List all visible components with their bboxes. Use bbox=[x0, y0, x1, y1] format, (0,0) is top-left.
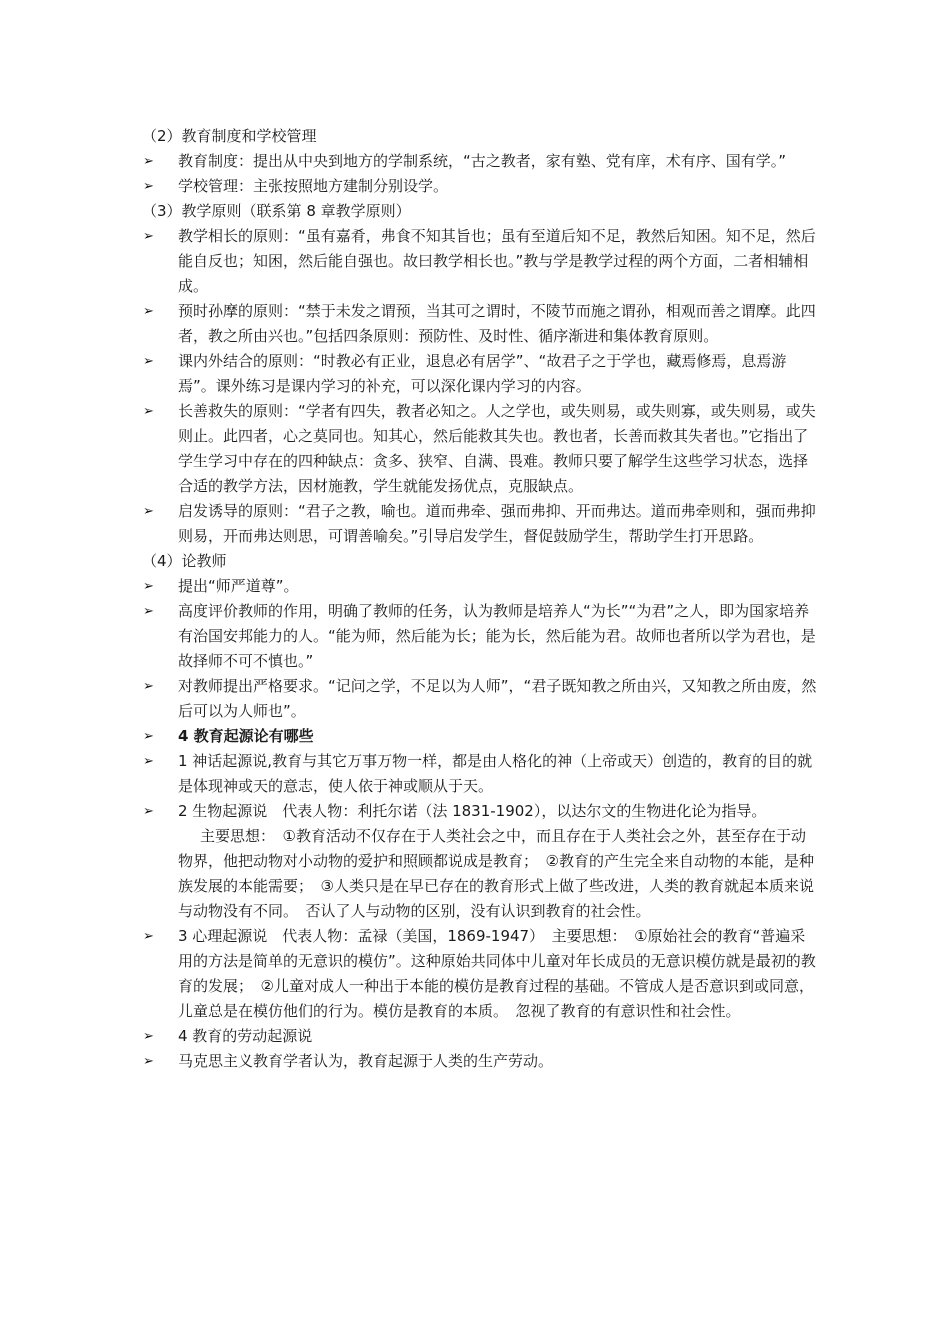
bullet-item bbox=[140, 1049, 820, 1074]
bullet-item bbox=[140, 224, 820, 299]
bullet-text: 4 教育起源论有哪些 bbox=[178, 727, 314, 745]
continuation-paragraph bbox=[140, 824, 820, 924]
bullet-text: 提出“师严道尊”。 bbox=[178, 577, 299, 595]
bullet-text: 对教师提出严格要求。“记问之学，不足以为人师”，“君子既知教之所由兴，又知教之所由废，然后可以为人师也”。 bbox=[178, 677, 817, 720]
bullet-item bbox=[140, 149, 820, 174]
arrow-bullet-icon: ➢ bbox=[143, 679, 154, 694]
bullet-text: 4 教育的劳动起源说 bbox=[178, 1027, 313, 1045]
arrow-bullet-icon: ➢ bbox=[143, 804, 154, 819]
bullet-item bbox=[140, 1024, 820, 1049]
bullet-text: 3 心理起源说 代表人物：孟禄（美国，1869-1947） 主要思想： ①原始社会的教育“普遍采用的方法是简单的无意识的模仿”。这种原始共同体中儿童对年长成员的无意识模仿就是最初的教育的发展； ②儿童对成人一种出于本能的模仿是教育过程的基础。不管成人是否意识到或同意，儿童总是在模仿他们的行为。模仿是教育的本质。 忽视了教育的有意识性和社会性。 bbox=[178, 927, 816, 1020]
arrow-bullet-icon: ➢ bbox=[143, 1054, 154, 1069]
bullet-text: 启发诱导的原则：“君子之教，喻也。道而弗牵、强而弗抑、开而弗达。道而弗牵则和，强而弗抑则易，开而弗达则思，可谓善喻矣。”引导启发学生，督促鼓励学生，帮助学生打开思路。 bbox=[178, 502, 816, 545]
bullet-item bbox=[140, 674, 820, 724]
arrow-bullet-icon: ➢ bbox=[143, 1029, 154, 1044]
arrow-bullet-icon: ➢ bbox=[143, 154, 154, 169]
bullet-item bbox=[140, 174, 820, 199]
arrow-bullet-icon: ➢ bbox=[143, 304, 154, 319]
bullet-text: 2 生物起源说 代表人物：利托尔诺（法 1831-1902），以达尔文的生物进化论为指导。 bbox=[178, 802, 767, 820]
bullet-item bbox=[140, 799, 820, 824]
arrow-bullet-icon: ➢ bbox=[143, 579, 154, 594]
bullet-text: 长善救失的原则：“学者有四失，教者必知之。人之学也，或失则易，或失则寡，或失则易，或失则止。此四者，心之莫同也。知其心，然后能救其失也。教也者，长善而救其失者也。”它指出了学生学习中存在的四种缺点：贪多、狭窄、自满、畏难。教师只要了解学生这些学习状态，选择合适的教学方法，因材施教，学生就能发扬优点，克服缺点。 bbox=[178, 402, 816, 495]
arrow-bullet-icon: ➢ bbox=[143, 504, 154, 519]
arrow-bullet-icon: ➢ bbox=[143, 179, 154, 194]
bullet-item bbox=[140, 574, 820, 599]
bullet-item bbox=[140, 724, 820, 749]
section-heading: （3）教学原则（联系第 8 章教学原则） bbox=[142, 202, 411, 220]
bullet-text: 课内外结合的原则：“时教必有正业，退息必有居学”、“故君子之于学也，藏焉修焉，息焉游焉”。课外练习是课内学习的补充，可以深化课内学习的内容。 bbox=[178, 352, 787, 395]
bullet-text: 教学相长的原则：“虽有嘉肴，弗食不知其旨也；虽有至道后知不足，教然后知困。知不足，然后能自反也；知困，然后能自强也。故曰教学相长也。”教与学是教学过程的两个方面，二者相辅相成。 bbox=[178, 227, 816, 295]
arrow-bullet-icon: ➢ bbox=[143, 229, 154, 244]
arrow-bullet-icon: ➢ bbox=[143, 354, 154, 369]
arrow-bullet-icon: ➢ bbox=[143, 404, 154, 419]
bullet-text: 马克思主义教育学者认为，教育起源于人类的生产劳动。 bbox=[178, 1052, 554, 1070]
bullet-item bbox=[140, 299, 820, 349]
paragraph-text: 主要思想： ①教育活动不仅存在于人类社会之中，而且存在于人类社会之外，甚至存在于动物界，他把动物对小动物的爱护和照顾都说成是教育； ②教育的产生完全来自动物的本能，是种族发展的本能需要； ③人类只是在早已存在的教育形式上做了些改进，人类的教育就起本质来说与动物没有不同。 否认了人与动物的区别，没有认识到教育的社会性。 bbox=[178, 827, 814, 920]
bullet-item bbox=[140, 349, 820, 399]
bullet-item bbox=[140, 599, 820, 674]
section-heading: （2）教育制度和学校管理 bbox=[142, 127, 317, 145]
bullet-text: 预时孙摩的原则：“禁于未发之谓预，当其可之谓时，不陵节而施之谓孙，相观而善之谓摩。此四者，教之所由兴也。”包括四条原则：预防性、及时性、循序渐进和集体教育原则。 bbox=[178, 302, 816, 345]
arrow-bullet-icon: ➢ bbox=[143, 604, 154, 619]
section-heading: （4）论教师 bbox=[142, 552, 227, 570]
bullet-text: 1 神话起源说,教育与其它万事万物一样，都是由人格化的神（上帝或天）创造的，教育的目的就是体现神或天的意志，使人依于神或顺从于天。 bbox=[178, 752, 813, 795]
bullet-text: 学校管理：主张按照地方建制分别设学。 bbox=[178, 177, 449, 195]
bullet-item bbox=[140, 499, 820, 549]
bullet-text: 教育制度：提出从中央到地方的学制系统，“古之教者，家有塾、党有庠，术有序、国有学。” bbox=[178, 152, 787, 170]
arrow-bullet-icon: ➢ bbox=[143, 754, 154, 769]
bullet-text: 高度评价教师的作用，明确了教师的任务，认为教师是培养人“为长”“为君”之人，即为国家培养有治国安邦能力的人。“能为师，然后能为长；能为长，然后能为君。故师也者所以学为君也，是故择师不可不慎也。” bbox=[178, 602, 816, 670]
arrow-bullet-icon: ➢ bbox=[143, 929, 154, 944]
bullet-item bbox=[140, 399, 820, 499]
bullet-item bbox=[140, 924, 820, 1024]
arrow-bullet-icon: ➢ bbox=[143, 729, 154, 744]
document-body bbox=[140, 124, 820, 1074]
bullet-item bbox=[140, 749, 820, 799]
